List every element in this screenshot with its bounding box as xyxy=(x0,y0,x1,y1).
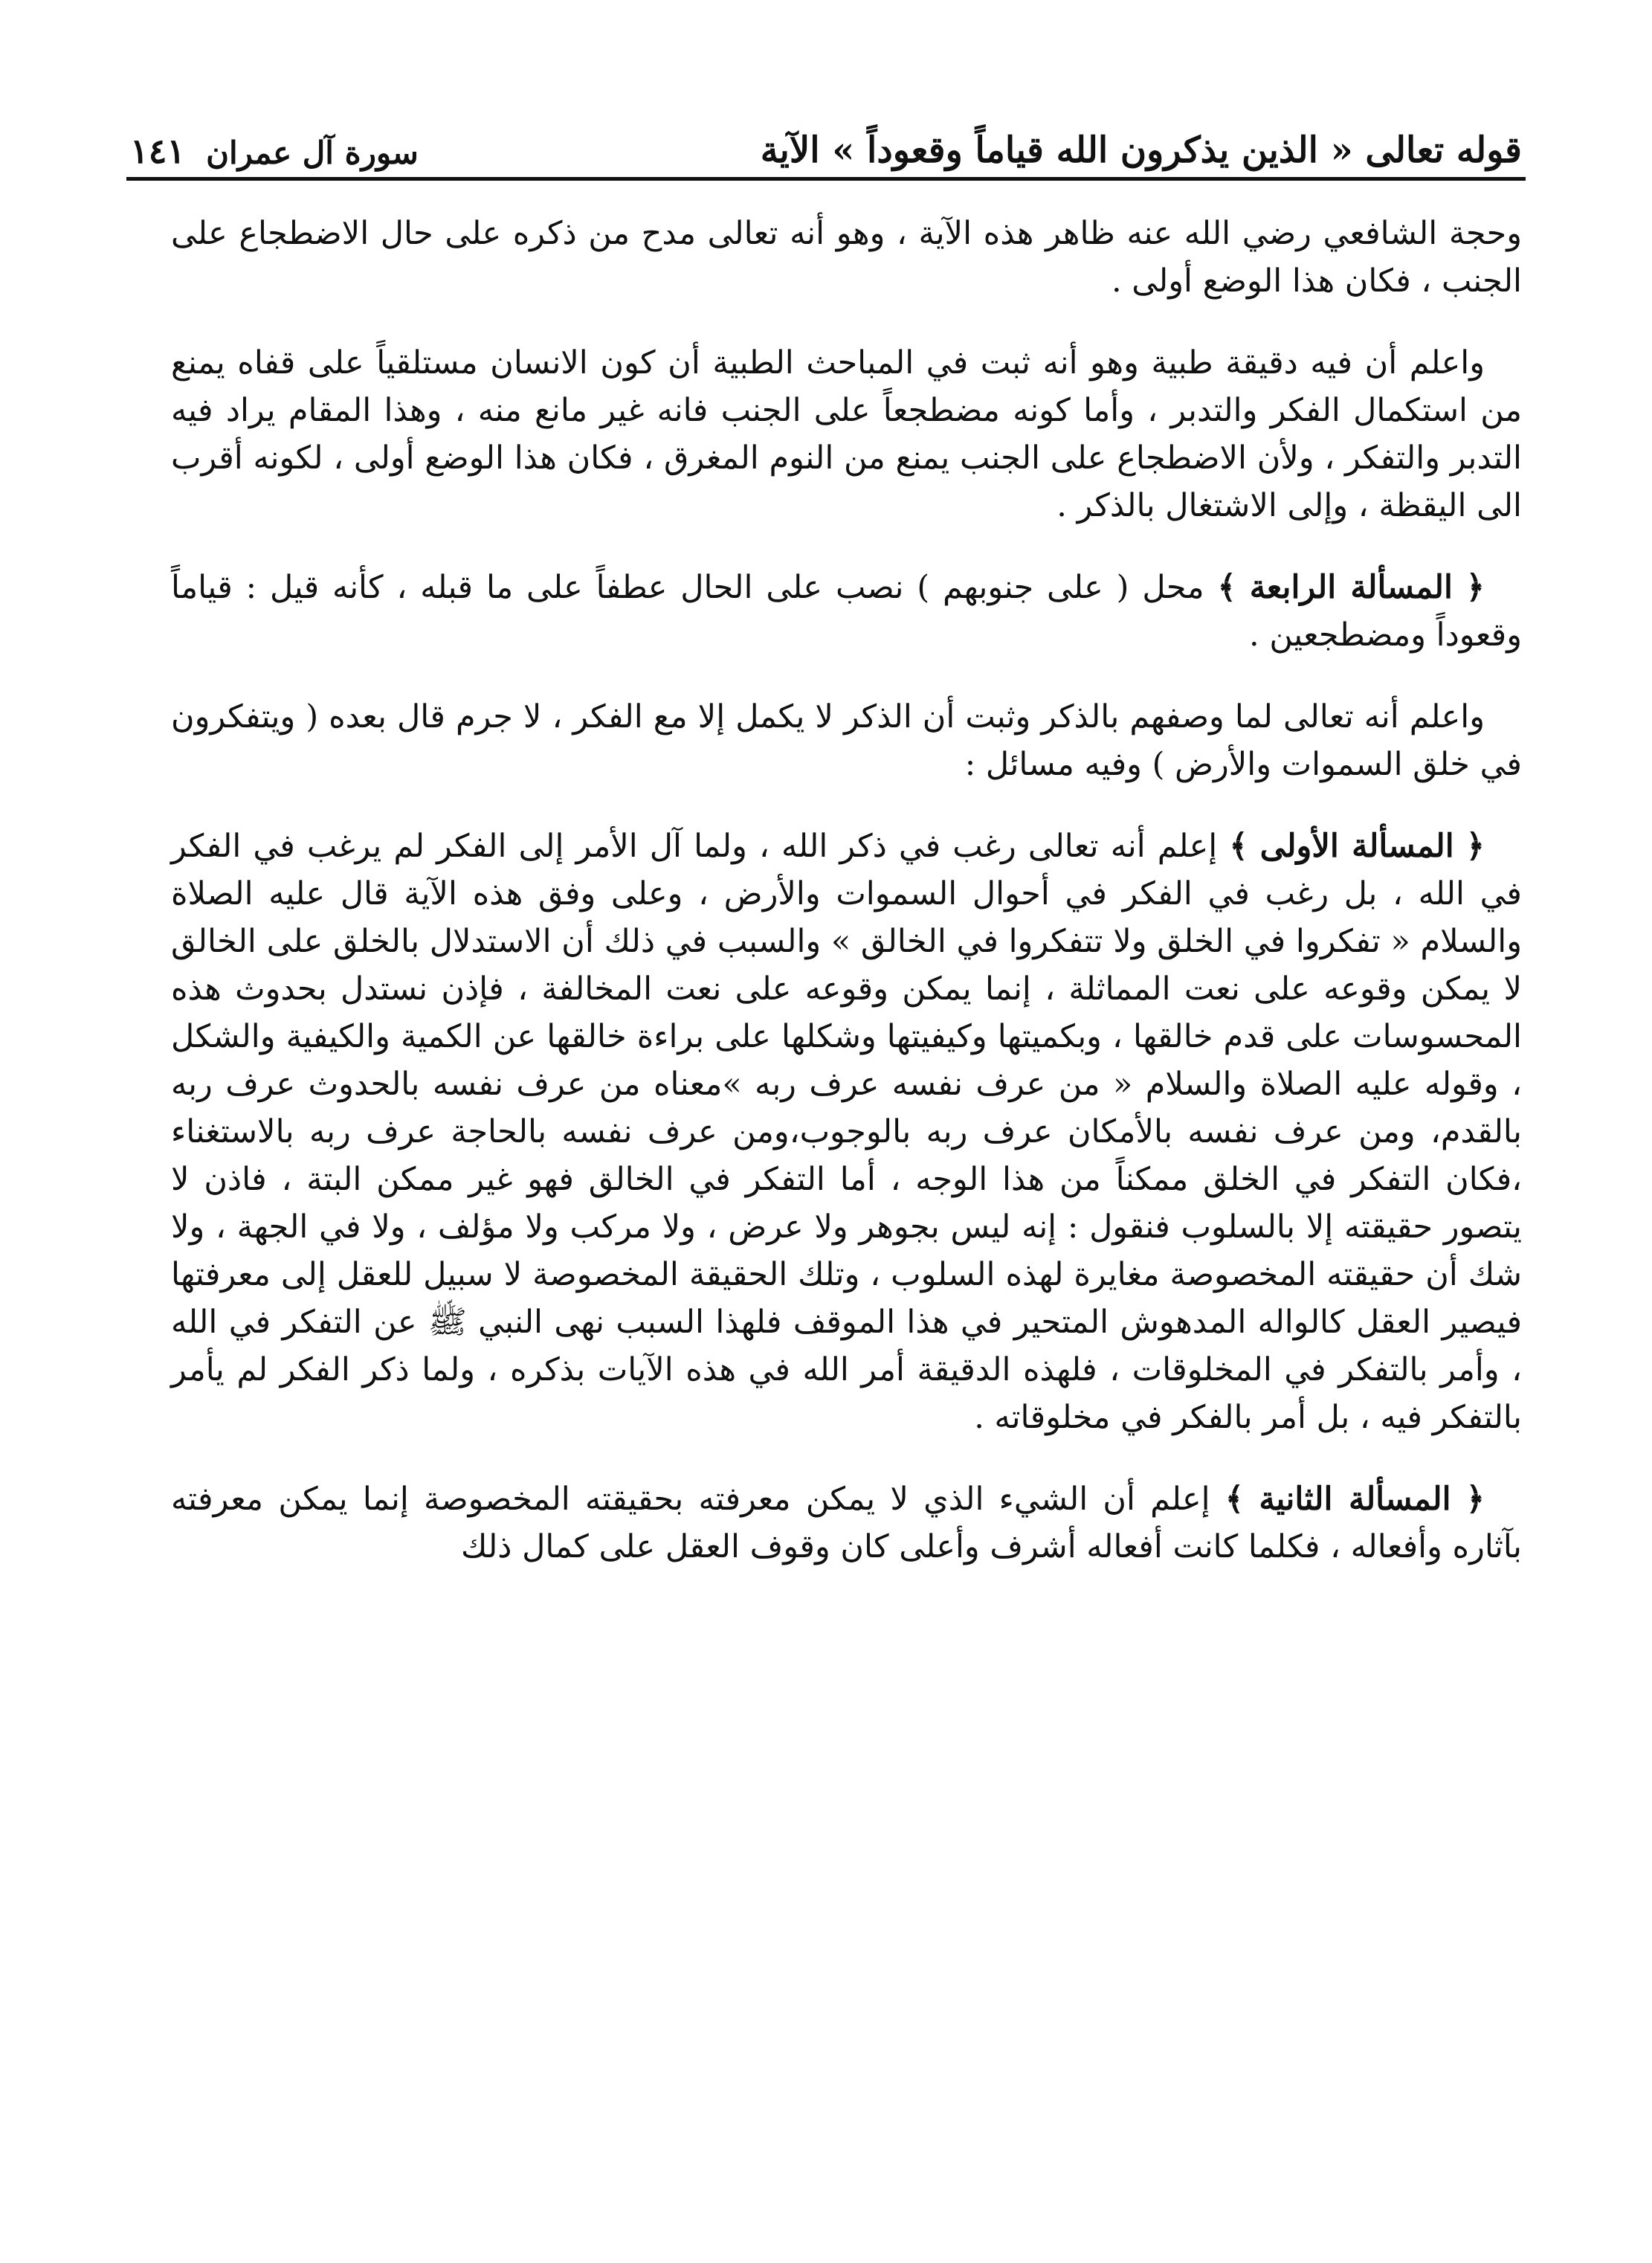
header-surah-name: سورة آل عمران xyxy=(206,135,419,171)
masala-paragraph xyxy=(171,823,1522,1441)
paragraph-text: واعلم أنه تعالى لما وصفهم بالذكر وثبت أن الذكر لا يكمل إلا مع الفكر ، لا جرم قال بعده ( ويتفكرون في خلق السموات والأرض ) وفيه مسائل : xyxy=(171,698,1522,783)
paragraph xyxy=(171,339,1522,529)
paragraph-text: إعلم أن الشيء الذي لا يمكن معرفته بحقيقته المخصوصة إنما يمكن معرفته بآثاره وأفعاله ، فكلما كانت أفعاله أشرف وأعلى كان وقوف العقل على كمال ذلك xyxy=(171,1481,1522,1565)
page-number: ١٤١ xyxy=(130,131,186,171)
paragraph xyxy=(171,210,1522,305)
ornate-bracket-close: ﴾ xyxy=(1217,569,1236,606)
ornate-bracket-close: ﴾ xyxy=(1225,1481,1245,1518)
header-title: قوله تعالى « الذين يذكرون الله قياماً وقعوداً » الآية xyxy=(760,129,1522,171)
paragraph-text: واعلم أن فيه دقيقة طبية وهو أنه ثبت في المباحث الطبية أن كون الانسان مستلقياً على قفاه يمنع من استكمال الفكر والتدبر ، وأما كونه مضطجعاً على الجنب فانه غير مانع منه ، وهذا المقام يراد فيه التدبر والتفكر ، ولأن الاضطجاع على الجنب يمنع من النوم المغرق ، فكان هذا الوضع أولى ، لكونه أقرب الى اليقظة ، وإلى الاشتغال بالذكر . xyxy=(171,344,1522,524)
ornate-bracket-open: ﴿ xyxy=(1465,569,1485,606)
masala-paragraph xyxy=(171,564,1522,659)
masala-paragraph xyxy=(171,1475,1522,1571)
paragraph-text: وحجة الشافعي رضي الله عنه ظاهر هذه الآية ، وهو أنه تعالى مدح من ذكره على حال الاضطجاع على الجنب ، فكان هذا الوضع أولى . xyxy=(171,215,1522,300)
masala-heading: المسألة الرابعة xyxy=(1249,569,1453,606)
paragraph xyxy=(171,693,1522,788)
ornate-bracket-close: ﴾ xyxy=(1229,828,1248,865)
paragraph-text: محل ( على جنوبهم ) نصب على الحال عطفاً على ما قبله ، كأنه قيل : قياماً وقعوداً ومضطجعين . xyxy=(171,569,1522,654)
paragraph-text: إعلم أنه تعالى رغب في ذكر الله ، ولما آل الأمر إلى الفكر لم يرغب في الفكر في الله ، بل رغب في الفكر في أحوال السموات والأرض ، وعلى وفق هذه الآية قال عليه الصلاة والسلام « تفكروا في الخلق ولا تتفكروا في الخالق » والسبب في ذلك أن الاستدلال بالخلق على الخالق لا يمكن وقوعه على نعت المماثلة ، إنما يمكن وقوعه على نعت المخالفة ، فإذن نستدل بحدوث هذه المحسوسات على قدم خالقها ، وبكميتها وكيفيتها وشكلها على براءة خالقها عن الكمية والكيفية والشكل ، وقوله عليه الصلاة والسلام « من عرف نفسه عرف ربه »معناه من عرف نفسه بالحدوث عرف ربه بالقدم، ومن عرف نفسه بالأمكان عرف ربه بالوجوب،ومن عرف نفسه بالحاجة عرف ربه بالاستغناء ،فكان التفكر في الخلق ممكناً من هذا الوجه ، أما التفكر في الخالق فهو غير ممكن البتة ، فاذن لا يتصور حقيقته إلا بالسلوب فنقول : إنه ليس بجوهر ولا عرض ، ولا مركب ولا مؤلف ، ولا في الجهة ، ولا شك أن حقيقته المخصوصة مغايرة لهذه السلوب ، وتلك الحقيقة المخصوصة لا سبيل للعقل إلى معرفتها فيصير العقل كالواله المدهوش المتحير في هذا الموقف فلهذا السبب نهى النبي ﷺ عن التفكر في الله ، وأمر بالتفكر في المخلوقات ، فلهذه الدقيقة أمر الله في هذه الآيات بذكره ، ولما ذكر الفكر لم يأمر بالتفكر فيه ، بل أمر بالفكر في مخلوقاته . xyxy=(171,828,1522,1436)
running-header xyxy=(130,82,1522,171)
ornate-bracket-open: ﴿ xyxy=(1465,1481,1485,1518)
header-divider-line xyxy=(126,177,1526,181)
body-text xyxy=(171,210,1522,1605)
masala-heading: المسألة الثانية xyxy=(1259,1481,1451,1518)
masala-heading: المسألة الأولى xyxy=(1259,828,1454,865)
ornate-bracket-open: ﴿ xyxy=(1465,828,1485,865)
